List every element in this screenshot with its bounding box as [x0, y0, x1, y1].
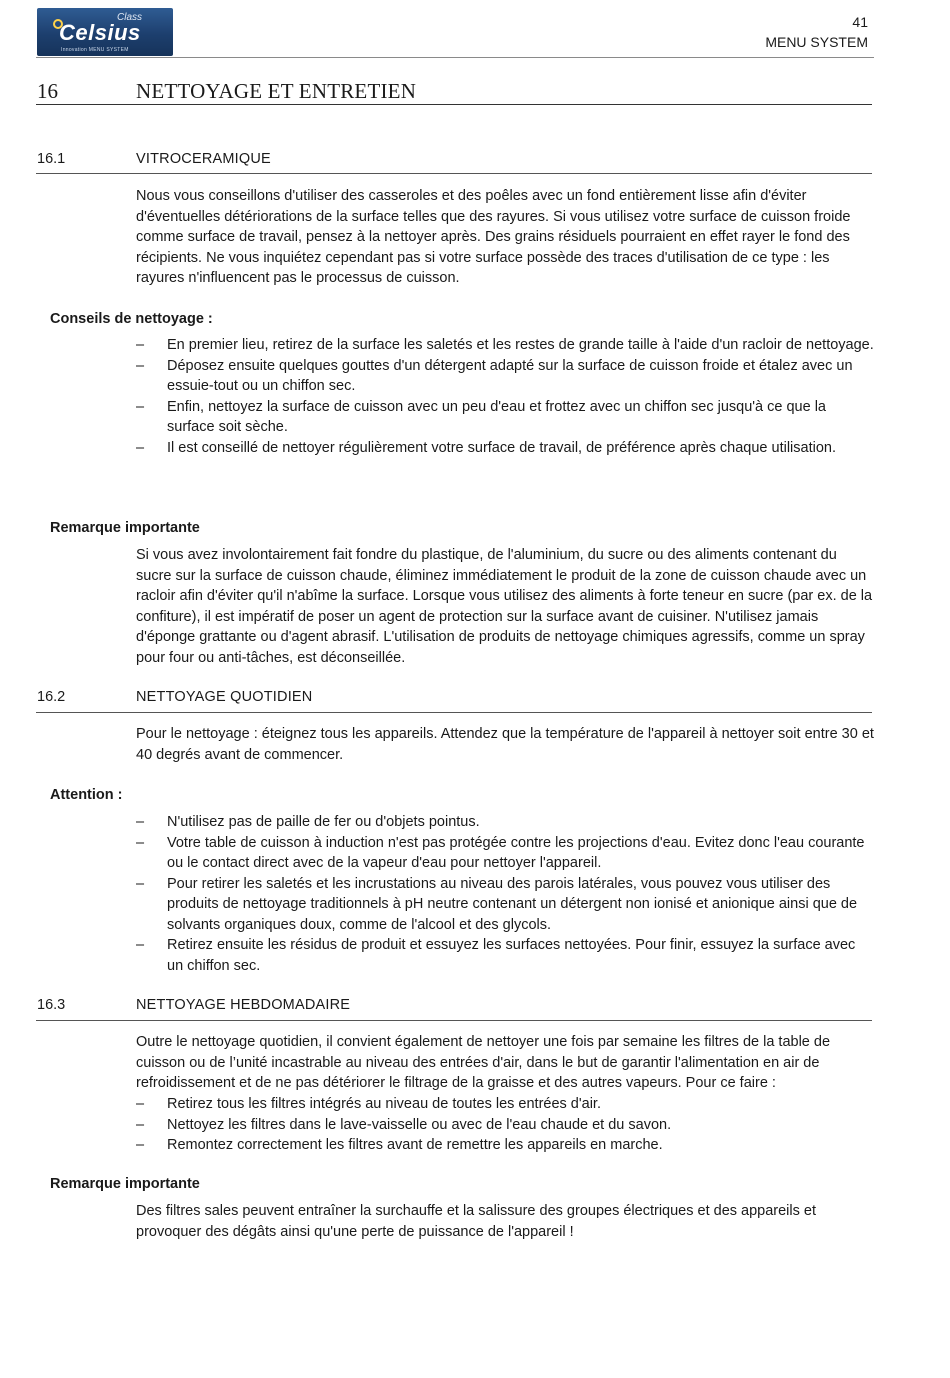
list-item [136, 812, 874, 833]
list-item [136, 356, 874, 397]
list-item-text: Votre table de cuisson à induction n'est pas protégée contre les projections d'eau. Evitez donc l'eau courante ou le contact direct avec de la vapeur d'eau pour nettoyer l'appareil. [167, 834, 865, 871]
weekly-cleaning-intro: Outre le nettoyage quotidien, il convient également de nettoyer une fois par semaine les filtres de la table de cuisson ou de l’unité incastrable au niveau des entrées d'air, dans le but de garantir l'alimentation en air de refroidissement et de ne pas détériorer le filtrage de la graisse et des autres vapeurs. Pour ce faire : [136, 1034, 831, 1091]
list-item [136, 833, 874, 874]
header-title: MENU SYSTEM [765, 34, 868, 50]
section-number-16-3: 16.3 [37, 997, 66, 1013]
section-title-daily-cleaning: NETTOYAGE QUOTIDIEN [136, 689, 313, 705]
logo-tagline: Innovation MENU SYSTEM [61, 47, 129, 53]
list-item-text: En premier lieu, retirez de la surface les saletés et les restes de grande taille à l'aide d'un racloir de nettoyage. [167, 337, 874, 353]
important-note-label: Remarque importante [50, 1176, 200, 1192]
list-item-text: Enfin, nettoyez la surface de cuisson avec un peu d'eau et frottez avec un chiffon sec jusqu'à ce que la surface soit sèche. [167, 398, 826, 435]
list-item [136, 335, 874, 356]
section-divider [36, 1020, 872, 1021]
important-note-text: Des filtres sales peuvent entraîner la surchauffe et la salissure des groupes électriques et des appareils et provoquer des dégâts ainsi qu'une perte de puissance de l'appareil ! [136, 1203, 816, 1240]
dash-bullet: – [136, 337, 145, 353]
dash-bullet: – [136, 1137, 145, 1153]
cleaning-tips-label: Conseils de nettoyage : [50, 311, 213, 327]
chapter-title: NETTOYAGE ET ENTRETIEN [136, 79, 417, 103]
list-item [136, 397, 874, 438]
logo-brand-name: Celsius [59, 20, 141, 45]
dash-bullet: – [136, 875, 145, 892]
list-item-text: N'utilisez pas de paille de fer ou d'objets pointus. [167, 814, 480, 830]
dash-bullet: – [136, 834, 145, 851]
dash-bullet: – [136, 398, 145, 415]
list-item-text: Remontez correctement les filtres avant de remettre les appareils en marche. [167, 1137, 663, 1153]
dash-bullet: – [136, 439, 145, 456]
list-item-text: Il est conseillé de nettoyer régulièrement votre surface de travail, de préférence après chaque utilisation. [167, 439, 836, 456]
dash-bullet: – [136, 1096, 145, 1112]
section-divider [36, 173, 872, 174]
list-item-text: Déposez ensuite quelques gouttes d'un détergent adapté sur la surface de cuisson froide et étalez avec un essuie-tout ou un chiffon sec. [167, 357, 853, 394]
dash-bullet: – [136, 937, 145, 953]
celsius-logo [37, 8, 173, 56]
page-number: 41 [852, 14, 868, 30]
header-divider [36, 57, 874, 58]
cleaning-tips-list [136, 335, 874, 458]
dash-bullet: – [136, 814, 145, 830]
list-item [136, 1135, 874, 1156]
dash-bullet: – [136, 1116, 145, 1133]
dash-bullet: – [136, 357, 145, 374]
list-item [136, 935, 874, 976]
section-title-vitroceramique: VITROCERAMIQUE [136, 151, 271, 167]
logo-class-text: Class [117, 12, 143, 23]
vitroceramique-intro: Nous vous conseillons d'utiliser des casseroles et des poêles avec un fond entièrement lisse afin d'éviter d'éventuelles détériorations de la surface telles que des rayures. Si vous utilisez votre surface de cuisson froide comme surface de travail, pensez à la nettoyer après. Des grains résiduels pourraient en effet rayer le fond des récipients. Ne vous inquiétez cependant pas si votre surface possède des traces d'utilisation de ce type : les rayures n'influencent pas le processus de cuisson. [136, 188, 851, 286]
list-item-text: Nettoyez les filtres dans le lave-vaisselle ou avec de l'eau chaude et du savon. [167, 1116, 672, 1133]
weekly-cleaning-list [136, 1094, 874, 1156]
section-title-weekly-cleaning: NETTOYAGE HEBDOMADAIRE [136, 997, 351, 1013]
important-note-text: Si vous avez involontairement fait fondre du plastique, de l'aluminium, du sucre ou des aliments contenant du sucre sur la surface de cuisson chaude, éliminez immédiatement le produit de la zone de cuisson chaude avec un racloir afin d'éviter qu'il n'abîme la surface. Lorsque vous utilisez des aliments à forte teneur en sucre (par ex. de la confiture), il est impératif de poser un agent de protection sur la surface avant de cuisiner. N'utilisez jamais d'éponge grattante ou d'agent abrasif. L'utilisation de produits de nettoyage chimiques agressifs, comme un spray pour four ou anti-tâches, est déconseillée. [136, 547, 873, 666]
chapter-divider [36, 104, 872, 105]
daily-cleaning-intro: Pour le nettoyage : éteignez tous les appareils. Attendez que la température de l'appareil à nettoyer soit entre 30 et 40 degrés avant de commencer. [136, 726, 874, 763]
section-number-16-1: 16.1 [37, 151, 66, 167]
important-note-label: Remarque importante [50, 520, 200, 536]
list-item [136, 1115, 874, 1136]
list-item [136, 874, 874, 936]
list-item-text: Retirez ensuite les résidus de produit et essuyez les surfaces nettoyées. Pour finir, essuyez la surface avec un chiffon sec. [167, 937, 856, 974]
list-item-text: Retirez tous les filtres intégrés au niveau de toutes les entrées d'air. [167, 1096, 601, 1112]
section-number-16-2: 16.2 [37, 689, 66, 705]
list-item [136, 1094, 874, 1115]
attention-label: Attention : [50, 787, 123, 803]
daily-cleaning-list [136, 812, 874, 976]
chapter-number: 16 [37, 79, 58, 103]
list-item-text: Pour retirer les saletés et les incrustations au niveau des parois latérales, vous pouvez vous utiliser des produits de nettoyage traditionnels à pH neutre contenant un détergent non ionisé et anionique ainsi que de solvants organiques doux, comme de l'alcool et des glycols. [167, 875, 858, 933]
list-item [136, 438, 874, 459]
section-divider [36, 712, 872, 713]
